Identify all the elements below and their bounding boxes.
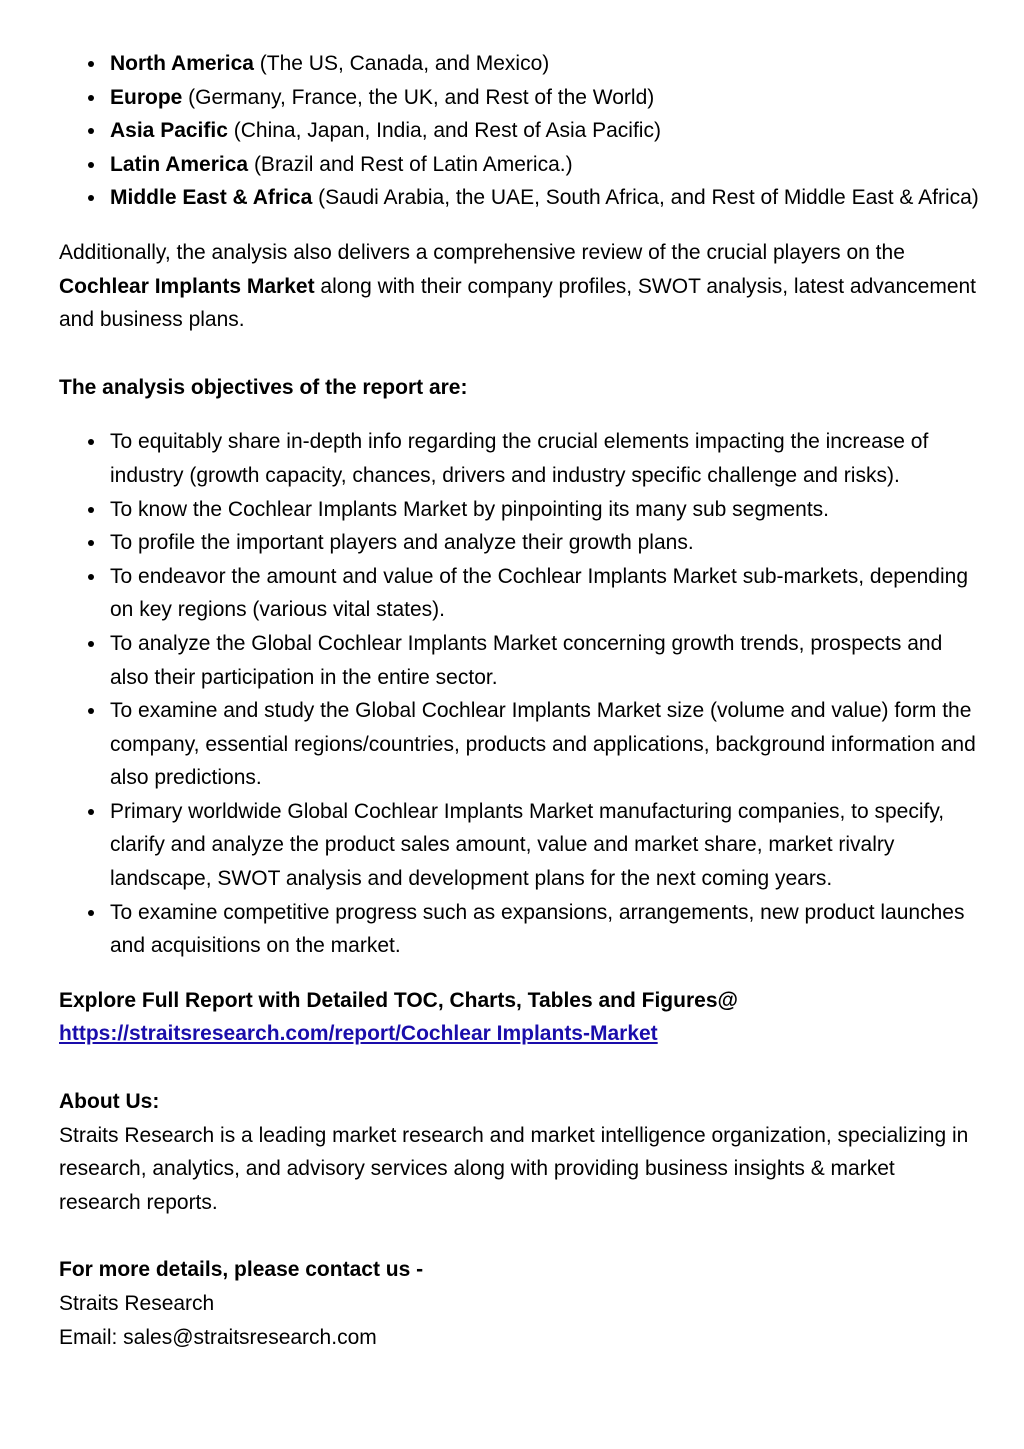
objectives-heading	[59, 371, 979, 405]
list-item	[110, 81, 979, 115]
list-item: To analyze the Global Cochlear Implants Market concerning growth trends, prospects and also their participation in the entire sector.	[110, 627, 979, 694]
region-detail: (China, Japan, India, and Rest of Asia Pacific)	[227, 119, 661, 143]
explore-heading-text: Explore Full Report with Detailed TOC, Charts, Tables and Figures@	[59, 988, 738, 1012]
contact-heading	[59, 1253, 979, 1287]
objectives-heading-text: The analysis objectives of the report are:	[59, 375, 468, 399]
region-name: North America	[110, 52, 254, 75]
about-text: Straits Research is a leading market research and market intelligence organization, specializing in research, analytics, and advisory services along with providing business insights & market research reports.	[59, 1123, 969, 1214]
region-detail: (Saudi Arabia, the UAE, South Africa, and Rest of Middle East & Africa)	[312, 186, 979, 210]
list-item: To profile the important players and analyze their growth plans.	[110, 526, 979, 560]
contact-email: Email: sales@straitsresearch.com	[59, 1325, 377, 1349]
explore-heading	[59, 984, 979, 1018]
region-name: Asia Pacific	[110, 119, 228, 143]
list-item: To endeavor the amount and value of the Cochlear Implants Market sub-markets, depending on key regions (various vital states).	[110, 560, 979, 627]
list-item: To equitably share in-depth info regarding the crucial elements impacting the increase of industry (growth capacity, chances, drivers and industry specific challenge and risks).	[110, 425, 979, 492]
analysis-paragraph	[59, 236, 979, 337]
list-item	[110, 181, 979, 215]
list-item	[110, 47, 979, 81]
contact-company: Straits Research	[59, 1292, 215, 1315]
report-link[interactable]: https://straitsresearch.com/report/Cochlear Implants-Market	[59, 1022, 658, 1046]
list-item: To examine competitive progress such as expansions, arrangements, new product launches and acquisitions on the market.	[110, 896, 979, 963]
objectives-list	[59, 425, 979, 963]
region-name: Europe	[110, 85, 183, 109]
region-detail: (The US, Canada, and Mexico)	[253, 52, 550, 75]
analysis-text-before: Additionally, the analysis also delivers a comprehensive review of the crucial players on the	[59, 240, 905, 264]
market-name: Cochlear Implants Market	[59, 274, 315, 298]
region-detail: (Germany, France, the UK, and Rest of the World)	[182, 85, 655, 109]
list-item	[110, 148, 979, 182]
list-item: To examine and study the Global Cochlear Implants Market size (volume and value) form the company, essential regions/countries, products and applications, background information and also predictions.	[110, 694, 979, 795]
list-item: Primary worldwide Global Cochlear Implants Market manufacturing companies, to specify, clarify and analyze the product sales amount, value and market share, market rivalry landscape, SWOT analysis and development plans for the next coming years.	[110, 795, 979, 896]
report-link-line	[59, 1017, 979, 1051]
region-name: Latin America	[110, 152, 249, 176]
document-page	[59, 47, 979, 1354]
contact-heading-text: For more details, please contact us -	[59, 1258, 424, 1282]
region-name: Middle East & Africa	[110, 186, 313, 210]
list-item: To know the Cochlear Implants Market by pinpointing its many sub segments.	[110, 493, 979, 527]
list-item	[110, 114, 979, 148]
about-heading	[59, 1085, 979, 1119]
regions-list	[59, 47, 979, 215]
analysis-text-after: along with their company profiles, SWOT analysis, latest advancement and business plans.	[59, 274, 977, 332]
about-heading-text: About Us:	[59, 1090, 160, 1114]
region-detail: (Brazil and Rest of Latin America.)	[248, 152, 573, 176]
